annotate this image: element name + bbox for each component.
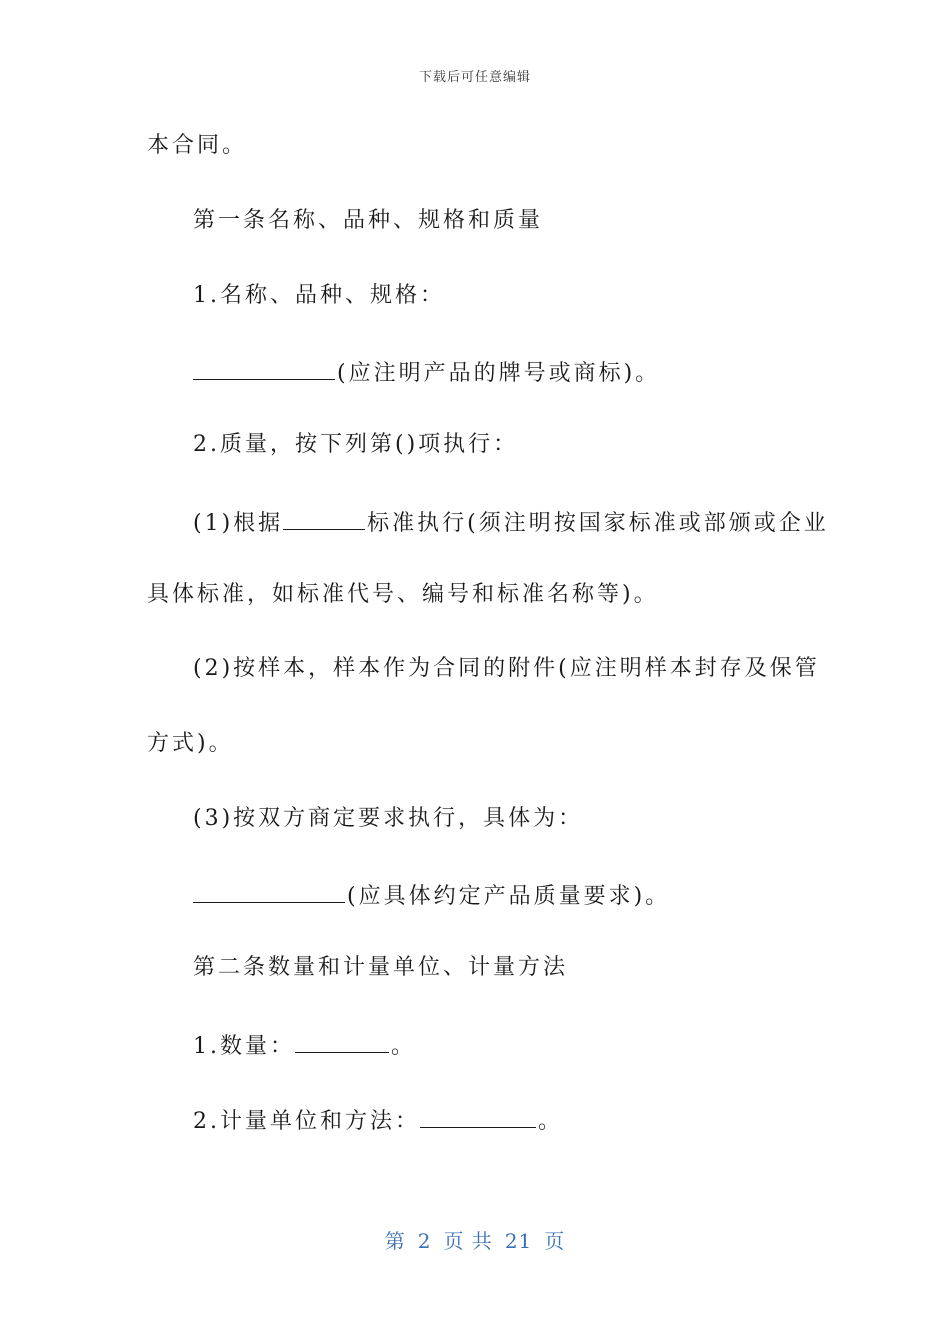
footer-middle: 页 共 bbox=[443, 1229, 493, 1253]
line-text: 1.数量： bbox=[193, 1034, 295, 1059]
paragraph-line bbox=[193, 355, 660, 389]
line-text: 标准执行(须注明按国家标准或部颁或企业 bbox=[367, 511, 829, 536]
paragraph-line bbox=[193, 878, 670, 912]
footer-prefix: 第 bbox=[384, 1229, 406, 1253]
paragraph-line: 具体标准，如标准代号、编号和标准名称等)。 bbox=[147, 582, 659, 607]
paragraph-line: 本合同。 bbox=[147, 133, 248, 158]
fill-in-blank bbox=[295, 1028, 389, 1053]
line-text: 2.计量单位和方法： bbox=[193, 1109, 420, 1134]
fill-in-blank bbox=[193, 878, 345, 903]
fill-in-blank bbox=[420, 1103, 536, 1128]
paragraph-line: (3)按双方商定要求执行，具体为： bbox=[193, 806, 584, 831]
section-heading-2: 第二条数量和计量单位、计量方法 bbox=[193, 955, 569, 980]
paragraph-line: (2)按样本，样本作为合同的附件(应注明样本封存及保管 bbox=[193, 656, 820, 681]
line-text: 。 bbox=[538, 1109, 564, 1134]
page-footer bbox=[0, 1225, 950, 1254]
fill-in-blank bbox=[283, 505, 365, 530]
line-text: (应具体约定产品质量要求)。 bbox=[347, 884, 671, 909]
paragraph-line: 1.名称、品种、规格： bbox=[193, 283, 445, 308]
paragraph-line bbox=[193, 505, 829, 539]
paragraph-line bbox=[193, 1028, 416, 1062]
current-page-number: 2 bbox=[417, 1229, 432, 1253]
paragraph-line: 方式)。 bbox=[147, 731, 234, 756]
line-text: 。 bbox=[391, 1034, 417, 1059]
section-heading-1: 第一条名称、品种、规格和质量 bbox=[193, 208, 544, 233]
fill-in-blank bbox=[193, 355, 335, 380]
paragraph-line bbox=[193, 1103, 563, 1137]
line-text: (1)根据 bbox=[193, 511, 284, 536]
line-text: (应注明产品的牌号或商标)。 bbox=[337, 361, 661, 386]
total-page-count: 21 bbox=[504, 1229, 533, 1253]
header-note: 下载后可任意编辑 bbox=[418, 70, 531, 85]
paragraph-line: 2.质量，按下列第()项执行： bbox=[193, 432, 519, 457]
footer-suffix: 页 bbox=[544, 1229, 566, 1253]
